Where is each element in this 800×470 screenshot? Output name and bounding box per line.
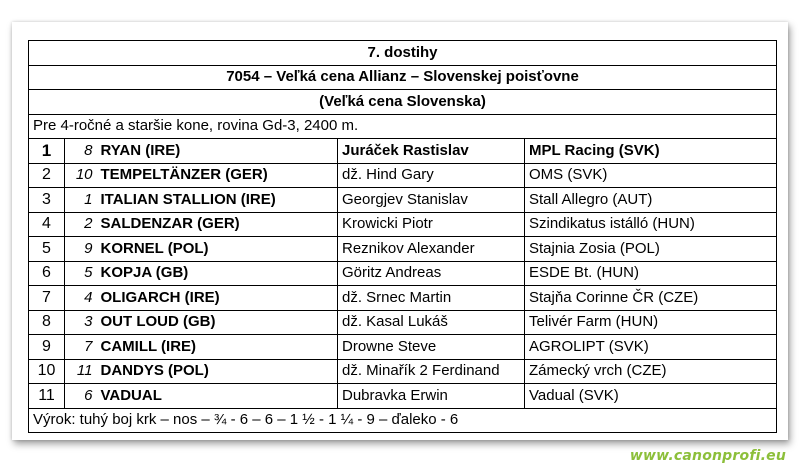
horse-name: DANDYS (POL) — [97, 359, 338, 384]
owner-name: Zámecký vrch (CZE) — [525, 359, 777, 384]
start-number: 4 — [65, 286, 97, 311]
result-row — [29, 335, 777, 360]
race-results-table — [28, 40, 777, 433]
horse-name: KOPJA (GB) — [97, 261, 338, 286]
owner-name: AGROLIPT (SVK) — [525, 335, 777, 360]
race-subtitle-row — [29, 90, 777, 115]
start-number: 1 — [65, 188, 97, 213]
jockey-name: Göritz Andreas — [338, 261, 525, 286]
start-number: 9 — [65, 237, 97, 262]
race-title: 7. dostihy — [29, 41, 777, 66]
result-row — [29, 359, 777, 384]
result-row — [29, 384, 777, 409]
placing: 9 — [29, 335, 65, 360]
race-conditions-row — [29, 114, 777, 139]
results-card — [12, 22, 788, 440]
start-number: 6 — [65, 384, 97, 409]
jockey-name: Reznikov Alexander — [338, 237, 525, 262]
horse-name: TEMPELTÄNZER (GER) — [97, 163, 338, 188]
placing: 5 — [29, 237, 65, 262]
watermark: www.canonprofi.eu — [629, 448, 786, 464]
result-row — [29, 163, 777, 188]
owner-name: OMS (SVK) — [525, 163, 777, 188]
result-row — [29, 139, 777, 164]
start-number: 2 — [65, 212, 97, 237]
horse-name: SALDENZAR (GER) — [97, 212, 338, 237]
start-number: 10 — [65, 163, 97, 188]
placing: 2 — [29, 163, 65, 188]
horse-name: ITALIAN STALLION (IRE) — [97, 188, 338, 213]
owner-name: Stall Allegro (AUT) — [525, 188, 777, 213]
jockey-name: Drowne Steve — [338, 335, 525, 360]
jockey-name: dž. Srnec Martin — [338, 286, 525, 311]
race-conditions: Pre 4-ročné a staršie kone, rovina Gd-3, 2400 m. — [29, 114, 777, 139]
start-number: 8 — [65, 139, 97, 164]
race-name-row — [29, 65, 777, 90]
start-number: 5 — [65, 261, 97, 286]
race-title-row — [29, 41, 777, 66]
jockey-name: Krowicki Piotr — [338, 212, 525, 237]
start-number: 7 — [65, 335, 97, 360]
owner-name: ESDE Bt. (HUN) — [525, 261, 777, 286]
race-name: 7054 – Veľká cena Allianz – Slovenskej poisťovne — [29, 65, 777, 90]
horse-name: OUT LOUD (GB) — [97, 310, 338, 335]
verdict-row — [29, 408, 777, 433]
horse-name: RYAN (IRE) — [97, 139, 338, 164]
owner-name: Stajňa Corinne ČR (CZE) — [525, 286, 777, 311]
placing: 11 — [29, 384, 65, 409]
placing: 3 — [29, 188, 65, 213]
start-number: 11 — [65, 359, 97, 384]
placing: 8 — [29, 310, 65, 335]
result-row — [29, 286, 777, 311]
result-row — [29, 310, 777, 335]
verdict: Výrok: tuhý boj krk – nos – ¾ - 6 – 6 – 1 ½ - 1 ¼ - 9 – ďaleko - 6 — [29, 408, 777, 433]
placing: 4 — [29, 212, 65, 237]
result-row — [29, 212, 777, 237]
owner-name: MPL Racing (SVK) — [525, 139, 777, 164]
jockey-name: Dubravka Erwin — [338, 384, 525, 409]
result-row — [29, 261, 777, 286]
jockey-name: dž. Hind Gary — [338, 163, 525, 188]
placing: 1 — [29, 139, 65, 164]
start-number: 3 — [65, 310, 97, 335]
owner-name: Stajnia Zosia (POL) — [525, 237, 777, 262]
owner-name: Vadual (SVK) — [525, 384, 777, 409]
owner-name: Telivér Farm (HUN) — [525, 310, 777, 335]
horse-name: VADUAL — [97, 384, 338, 409]
jockey-name: Georgjev Stanislav — [338, 188, 525, 213]
jockey-name: Juráček Rastislav — [338, 139, 525, 164]
placing: 10 — [29, 359, 65, 384]
jockey-name: dž. Kasal Lukáš — [338, 310, 525, 335]
placing: 6 — [29, 261, 65, 286]
horse-name: KORNEL (POL) — [97, 237, 338, 262]
horse-name: OLIGARCH (IRE) — [97, 286, 338, 311]
result-row — [29, 188, 777, 213]
horse-name: CAMILL (IRE) — [97, 335, 338, 360]
owner-name: Szindikatus istálló (HUN) — [525, 212, 777, 237]
placing: 7 — [29, 286, 65, 311]
jockey-name: dž. Minařík 2 Ferdinand — [338, 359, 525, 384]
result-row — [29, 237, 777, 262]
race-subtitle: (Veľká cena Slovenska) — [29, 90, 777, 115]
